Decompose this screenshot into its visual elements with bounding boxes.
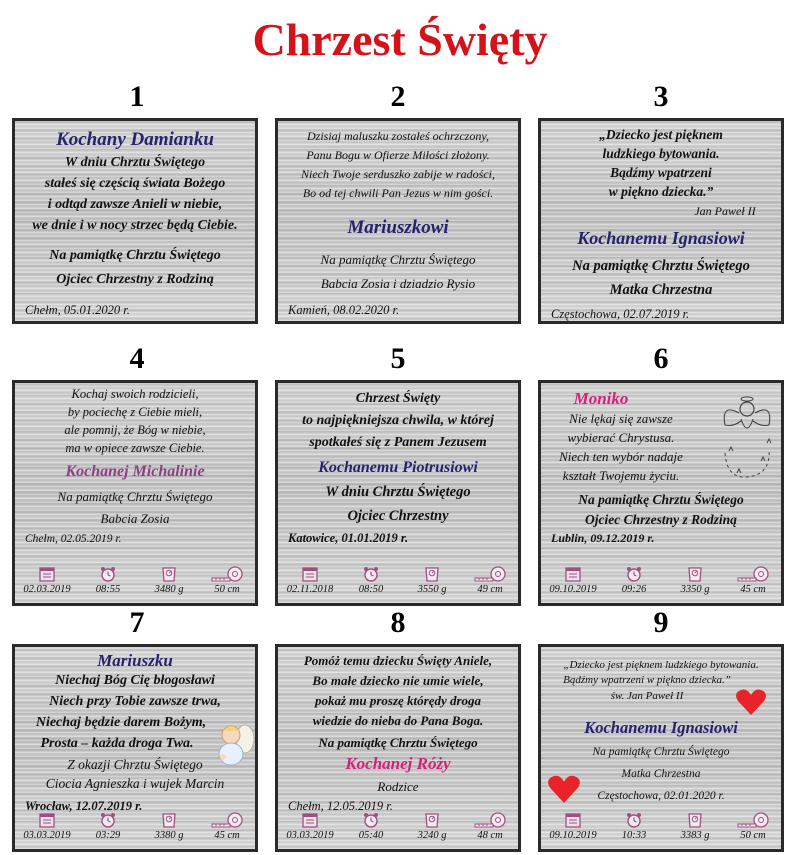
alarm-clock-icon xyxy=(99,565,117,583)
card-3-dedication: Na pamiątkę Chrztu Świętego xyxy=(572,258,750,274)
card-number-3: 3 xyxy=(653,80,669,113)
heart-icon xyxy=(547,773,581,805)
alarm-clock-icon xyxy=(625,811,643,829)
card-7-verse-2: Niech przy Tobie zawsze trwa, xyxy=(49,694,221,709)
card-4-verse-4: ma w opiece zawsze Ciebie. xyxy=(65,441,205,455)
birth-date-value: 02.03.2019 xyxy=(23,584,71,595)
calendar-icon xyxy=(301,811,319,829)
card-6-verse-1: Nie lękaj się zawsze xyxy=(569,411,673,426)
calendar-icon xyxy=(564,811,582,829)
card-5-stats xyxy=(278,565,518,601)
card-6-verse-3: Niech ten wybór nadaje xyxy=(559,449,683,464)
card-number-7: 7 xyxy=(129,606,145,639)
card-3[interactable] xyxy=(538,118,784,324)
card-4-dedication: Na pamiątkę Chrztu Świętego xyxy=(57,489,213,504)
birth-time-stat xyxy=(339,811,403,842)
scale-icon xyxy=(423,811,441,829)
birth-weight-value: 3550 g xyxy=(417,584,447,595)
birth-date-value: 03.03.2019 xyxy=(23,830,71,841)
card-2-place-date: Kamień, 08.02.2020 r. xyxy=(288,303,400,317)
birth-weight-value: 3383 g xyxy=(680,830,710,841)
card-8-signature: Rodzice xyxy=(377,779,419,794)
birth-time-value: 10:33 xyxy=(621,830,647,841)
birth-weight-value: 3380 g xyxy=(154,830,184,841)
card-1-signature: Ojciec Chrzestny z Rodziną xyxy=(56,272,214,287)
birth-length-value: 50 cm xyxy=(740,830,766,841)
card-2[interactable] xyxy=(275,118,521,324)
card-4-signature: Babcia Zosia xyxy=(100,511,170,526)
scale-icon xyxy=(423,565,441,583)
card-4-place-date: Chełm, 02.05.2019 r. xyxy=(25,533,122,545)
card-6-verse-4: kształt Twojemu życiu. xyxy=(562,468,680,483)
card-2-signature: Babcia Zosia i dziadzio Rysio xyxy=(320,276,476,291)
card-6-verse-2: wybierać Chrystusa. xyxy=(567,430,675,445)
birth-date-value: 02.11.2018 xyxy=(286,584,334,595)
birth-length-value: 50 cm xyxy=(214,584,240,595)
card-5-verse-1: Chrzest Święty xyxy=(355,391,441,406)
alarm-clock-icon xyxy=(99,811,117,829)
alarm-clock-icon xyxy=(362,811,380,829)
card-6-signature: Ojciec Chrzestny z Rodziną xyxy=(585,512,737,527)
card-8-verse-1: Pomóż temu dziecku Święty Aniele, xyxy=(303,653,493,668)
card-9-signature: Matka Chrzestna xyxy=(621,768,701,780)
measuring-tape-icon xyxy=(736,811,770,829)
card-number-2: 2 xyxy=(390,80,406,113)
card-1-verse-3: i odtąd zawsze Anieli w niebie, xyxy=(47,197,223,212)
card-5-name: Kochanemu Piotrusiowi xyxy=(318,459,478,476)
birth-length-stat xyxy=(195,565,258,596)
card-4-stats xyxy=(15,565,255,601)
birth-date-value: 03.03.2019 xyxy=(286,830,334,841)
card-1-verse-4: we dnie i w nocy strzec będą Ciebie. xyxy=(32,218,238,233)
alarm-clock-icon xyxy=(362,565,380,583)
birth-date-stat xyxy=(278,565,342,596)
card-2-name: Mariuszkowi xyxy=(347,217,449,238)
scale-icon xyxy=(686,811,704,829)
birth-length-value: 48 cm xyxy=(477,830,503,841)
card-3-signature: Matka Chrzestna xyxy=(609,282,713,298)
card-8-stats xyxy=(278,811,518,847)
card-7-signature: Ciocia Agnieszka i wujek Marcin xyxy=(45,776,225,791)
birth-length-stat xyxy=(458,565,521,596)
card-4-verse-2: by pociechę z Ciebie mieli, xyxy=(67,405,203,419)
card-5-verse-3: spotkałeś się z Panem Jezusem xyxy=(309,435,487,450)
card-6-place-date: Lublin, 09.12.2019 r. xyxy=(551,531,655,545)
card-number-8: 8 xyxy=(390,606,406,639)
card-3-quote-author: Jan Paweł II xyxy=(694,204,756,218)
page-title: Chrzest Święty xyxy=(252,14,548,65)
birth-date-stat xyxy=(541,565,605,596)
card-7-dedication: Z okazji Chrztu Świętego xyxy=(67,757,203,772)
card-4-verse-1: Kochaj swoich rodzicieli, xyxy=(71,387,199,401)
card-6-name: Moniko xyxy=(573,389,629,408)
card-3-quote-4: w piękno dziecka.” xyxy=(608,184,714,199)
card-6-dedication: Na pamiątkę Chrztu Świętego xyxy=(578,492,744,507)
card-2-verse-2: Panu Bogu w Ofierze Miłości złożony. xyxy=(306,148,490,162)
card-1-name: Kochany Damianku xyxy=(56,129,214,150)
card-9-stats xyxy=(541,811,781,847)
birth-length-value: 49 cm xyxy=(477,584,503,595)
measuring-tape-icon xyxy=(210,565,244,583)
birth-time-value: 08:50 xyxy=(358,584,384,595)
card-7-verse-1: Niechaj Bóg Cię błogosławi xyxy=(55,673,215,688)
card-2-verse-3: Niech Twoje serduszko zabije w radości, xyxy=(301,167,495,181)
card-8[interactable] xyxy=(275,644,521,852)
card-2-verse-1: Dzisiaj maluszku zostałeś ochrzczony, xyxy=(306,129,489,143)
scale-icon xyxy=(686,565,704,583)
birth-weight-stat xyxy=(400,565,464,596)
birth-date-value: 09.10.2019 xyxy=(549,830,597,841)
card-9-dedication: Na pamiątkę Chrztu Świętego xyxy=(592,746,730,758)
card-1-dedication: Na pamiątkę Chrztu Świętego xyxy=(49,248,221,263)
card-6[interactable] xyxy=(538,380,784,606)
angel-outline-icon xyxy=(717,391,777,483)
card-5[interactable] xyxy=(275,380,521,606)
card-4-verse-3: ale pomnij, że Bóg w niebie, xyxy=(64,423,206,437)
birth-length-stat xyxy=(721,565,784,596)
birth-weight-stat xyxy=(663,811,727,842)
birth-date-stat xyxy=(541,811,605,842)
card-1-verse-2: stałeś się częścią świata Bożego xyxy=(44,176,226,191)
card-1[interactable] xyxy=(12,118,258,324)
heart-icon xyxy=(735,687,767,717)
card-8-verse-3: pokaż mu proszę którędy droga xyxy=(314,693,482,708)
birth-date-stat xyxy=(15,565,79,596)
birth-date-stat xyxy=(15,811,79,842)
card-3-place-date: Częstochowa, 02.07.2019 r. xyxy=(551,307,690,321)
birth-time-stat xyxy=(76,811,140,842)
calendar-icon xyxy=(38,565,56,583)
card-4[interactable] xyxy=(12,380,258,606)
card-7-verse-3: Niechaj będzie darem Bożym, xyxy=(35,715,207,730)
birth-weight-value: 3480 g xyxy=(154,584,184,595)
card-number-5: 5 xyxy=(390,342,406,375)
card-3-quote-3: Bądźmy wpatrzeni xyxy=(610,165,712,180)
card-number-6: 6 xyxy=(653,342,669,375)
card-7[interactable] xyxy=(12,644,258,852)
birth-time-value: 09:26 xyxy=(621,584,647,595)
birth-time-value: 03:29 xyxy=(95,830,121,841)
calendar-icon xyxy=(38,811,56,829)
birth-weight-stat xyxy=(663,565,727,596)
birth-length-value: 45 cm xyxy=(740,584,766,595)
measuring-tape-icon xyxy=(210,811,244,829)
card-number-9: 9 xyxy=(653,606,669,639)
alarm-clock-icon xyxy=(625,565,643,583)
birth-weight-value: 3350 g xyxy=(680,584,710,595)
birth-time-stat xyxy=(602,565,666,596)
card-1-verse-1: W dniu Chrztu Świętego xyxy=(64,155,206,170)
card-7-stats xyxy=(15,811,255,847)
card-3-quote-1: „Dziecko jest pięknem xyxy=(599,127,723,142)
measuring-tape-icon xyxy=(736,565,770,583)
card-6-stats xyxy=(541,565,781,601)
card-5-place-date: Katowice, 01.01.2019 r. xyxy=(288,531,409,545)
card-number-4: 4 xyxy=(129,342,145,375)
scale-icon xyxy=(160,565,178,583)
card-2-verse-4: Bo od tej chwili Pan Jezus w nim gości. xyxy=(302,186,494,200)
birth-weight-stat xyxy=(137,811,201,842)
card-3-name: Kochanemu Ignasiowi xyxy=(577,228,745,248)
card-8-dedication: Na pamiątkę Chrztu Świętego xyxy=(318,735,478,750)
measuring-tape-icon xyxy=(473,811,507,829)
card-3-quote-2: ludzkiego bytowania. xyxy=(602,146,720,161)
card-2-dedication: Na pamiątkę Chrztu Świętego xyxy=(320,252,476,267)
card-8-verse-4: wiedzie do nieba do Pana Boga. xyxy=(312,713,484,728)
birth-length-stat xyxy=(195,811,258,842)
card-5-dedication: W dniu Chrztu Świętego xyxy=(325,484,471,500)
birth-time-value: 08:55 xyxy=(95,584,121,595)
birth-weight-value: 3240 g xyxy=(417,830,447,841)
birth-length-stat xyxy=(458,811,521,842)
birth-time-stat xyxy=(339,565,403,596)
birth-length-stat xyxy=(721,811,784,842)
card-7-name: Mariuszku xyxy=(97,651,173,670)
calendar-icon xyxy=(301,565,319,583)
card-5-verse-2: to najpiękniejsza chwila, w której xyxy=(302,413,494,428)
card-4-name: Kochanej Michalinie xyxy=(65,463,205,480)
card-number-1: 1 xyxy=(129,80,145,113)
card-7-verse-4: Prosta – każda droga Twa. xyxy=(40,736,194,751)
calendar-icon xyxy=(564,565,582,583)
card-9-quote-1: „Dziecko jest pięknem ludzkiego bytowania. xyxy=(563,659,759,671)
card-9-place-date: Częstochowa, 02.01.2020 r. xyxy=(597,790,725,802)
measuring-tape-icon xyxy=(473,565,507,583)
birth-time-stat xyxy=(602,811,666,842)
birth-length-value: 45 cm xyxy=(214,830,240,841)
birth-time-stat xyxy=(76,565,140,596)
card-9-quote-author: św. Jan Paweł II xyxy=(610,690,684,702)
card-8-place-date: Chełm, 12.05.2019 r. xyxy=(288,799,393,813)
scale-icon xyxy=(160,811,178,829)
birth-time-value: 05:40 xyxy=(358,830,384,841)
card-8-verse-2: Bo małe dziecko nie umie wiele, xyxy=(312,673,484,688)
card-9-name: Kochanemu Ignasiowi xyxy=(584,718,738,737)
card-5-signature: Ojciec Chrzestny xyxy=(347,508,449,524)
card-7-place-date: Wrocław, 12.07.2019 r. xyxy=(25,799,143,813)
card-1-place-date: Chełm, 05.01.2020 r. xyxy=(25,303,130,317)
card-8-name: Kochanej Róży xyxy=(345,754,451,773)
birth-date-value: 09.10.2019 xyxy=(549,584,597,595)
birth-weight-stat xyxy=(400,811,464,842)
card-9[interactable] xyxy=(538,644,784,852)
card-9-quote-2: Bądźmy wpatrzeni w piękno dziecka.” xyxy=(563,674,731,686)
birth-weight-stat xyxy=(137,565,201,596)
birth-date-stat xyxy=(278,811,342,842)
baby-angel-icon xyxy=(211,719,255,769)
